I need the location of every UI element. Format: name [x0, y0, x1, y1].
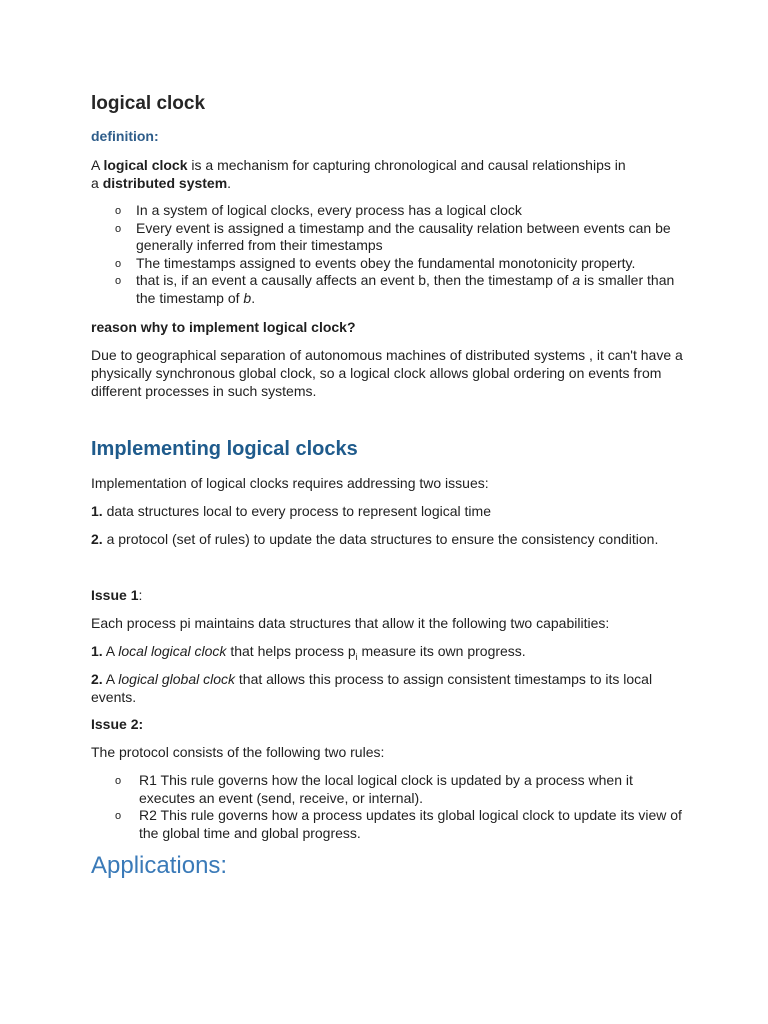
reason-heading: reason why to implement logical clock? — [91, 319, 356, 335]
implementation-intro: Implementation of logical clocks requires addressing two issues: — [91, 475, 489, 491]
list-item: o Every event is assigned a timestamp and the causality relation between events can be generally inferred from their timestamps — [91, 220, 691, 255]
issue-1-label: Issue 1: — [91, 587, 143, 603]
definition-paragraph: A logical clock is a mechanism for capturing chronological and causal relationships in a distributed system. — [91, 157, 626, 191]
implementing-heading: Implementing logical clocks — [91, 438, 358, 460]
issue-1-intro: Each process pi maintains data structures that allow it the following two capabilities: — [91, 615, 610, 631]
term-distributed-system: distributed system — [102, 175, 228, 191]
definition-bullet-list — [91, 202, 691, 307]
implementation-item-2: 2. a protocol (set of rules) to update the data structures to ensure the consistency condition. — [91, 531, 659, 547]
reason-paragraph: Due to geographical separation of autonomous machines of distributed systems , it can't have a physically synchronous global clock, so a logical clock allows global ordering on events from different processes in such systems. — [91, 347, 683, 399]
list-item: o R2 This rule governs how a process updates its global logical clock to update its view of the global time and global progress. — [91, 807, 691, 842]
page-title: logical clock — [91, 93, 206, 114]
issue-2-intro: The protocol consists of the following two rules: — [91, 744, 385, 760]
issue-1-item-2: 2. A logical global clock that allows this process to assign consistent timestamps to its local events. — [91, 671, 653, 705]
definition-label: definition: — [91, 128, 159, 144]
list-item: o The timestamps assigned to events obey the fundamental monotonicity property. — [91, 255, 691, 273]
issue-1-item-1: 1. A local logical clock that helps process $p_i$ measure its own progress. — [91, 643, 526, 662]
list-item: o In a system of logical clocks, every process has a logical clock — [91, 202, 691, 220]
issue-2-label: Issue 2: — [91, 716, 144, 732]
implementation-item-1: 1. data structures local to every process to represent logical time — [91, 503, 491, 519]
list-item: o R1 This rule governs how the local logical clock is updated by a process when it executes an event (send, receive, or internal). — [91, 772, 691, 807]
applications-heading: Applications: — [91, 852, 228, 879]
term-logical-clock: logical clock — [103, 157, 188, 173]
list-item: o that is, if an event a causally affects an event b, then the timestamp of a is smaller than the timestamp of b. — [91, 272, 691, 307]
rules-bullet-list — [91, 772, 691, 842]
